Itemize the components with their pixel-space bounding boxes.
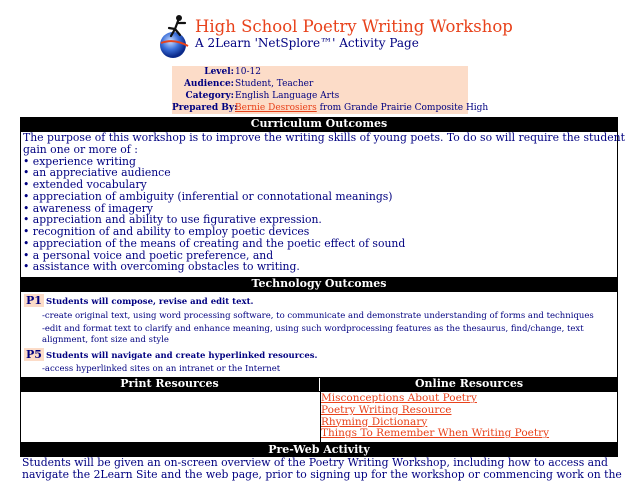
p5-sub-1: -access hyperlinked sites on an intranet or the Internet xyxy=(42,364,281,374)
audience-label: Audience: xyxy=(183,79,234,89)
prepared-by-value xyxy=(235,102,488,114)
pre-web-line-1: Students will be given an on-screen overview of the Poetry Writing Workshop, including how to access and xyxy=(22,456,608,469)
curriculum-panel xyxy=(20,131,625,278)
pre-web-heading: Pre-Web Activity xyxy=(20,443,618,457)
p5-badge: P5 xyxy=(26,348,42,361)
category-row xyxy=(172,90,468,102)
online-resources-list xyxy=(321,393,549,440)
p1-sub-2: -edit and format text to clarify and enhance meaning, using such wordprocessing features as the thesaurus, find/change, text alignment, font size and style xyxy=(42,324,584,345)
level-row xyxy=(172,66,468,78)
outcome-item: • appreciation of ambiguity (inferential or connotational meanings) xyxy=(23,189,393,203)
p5-text: Students will navigate and create hyperlinked resources. xyxy=(45,351,318,361)
outcome-item: • an appreciative audience xyxy=(23,166,171,180)
pre-web-text xyxy=(22,456,622,481)
link-things-to-remember[interactable]: Things To Remember When Writing Poetry xyxy=(321,427,550,440)
link-rhyming-dictionary[interactable]: Rhyming Dictionary xyxy=(321,415,428,428)
technology-panel xyxy=(20,291,618,378)
p1-text: Students will compose, revise and edit text. xyxy=(45,297,254,307)
p1-sub-1: -create original text, using word processing software, to communicate and demonstrate understanding of forms and techniques xyxy=(42,311,594,321)
prepared-by-label: Prepared By: xyxy=(172,103,238,113)
curriculum-heading: Curriculum Outcomes xyxy=(20,117,618,131)
link-misconceptions-about-poetry[interactable]: Misconceptions About Poetry xyxy=(321,392,477,404)
outcome-item: • appreciation of the means of creating and the poetic effect of sound xyxy=(23,236,406,250)
activity-info-box xyxy=(172,66,489,114)
p1-badge: P1 xyxy=(26,294,42,307)
link-poetry-writing-resource[interactable]: Poetry Writing Resource xyxy=(321,403,452,416)
category-label: Category: xyxy=(185,91,234,101)
outcome-item: • recognition of and ability to employ poetic devices xyxy=(23,225,310,238)
category-value: English Language Arts xyxy=(235,91,340,101)
author-school: from Grande Prairie Composite High xyxy=(319,103,489,113)
level-value: 10-12 xyxy=(235,67,261,77)
prepared-by-row xyxy=(172,102,489,114)
technology-heading: Technology Outcomes xyxy=(20,277,618,291)
curriculum-intro-line-1: The purpose of this workshop is to improve the writing skills of young poets. To do so will require the student xyxy=(23,131,625,144)
outcome-item: • appreciation and ability to use figurative expression. xyxy=(23,213,322,227)
outcome-item: • assistance with overcoming obstacles to writing. xyxy=(23,260,300,274)
outcome-item: • a personal voice and poetic preference, and xyxy=(23,248,274,262)
curriculum-text xyxy=(21,131,625,274)
print-resources-heading: Print Resources xyxy=(20,377,319,391)
level-label: Level: xyxy=(204,67,234,77)
page-title: High School Poetry Writing Workshop xyxy=(195,17,513,36)
author-link[interactable]: Bernie Desrosiers xyxy=(235,103,317,113)
outcome-item: • awareness of imagery xyxy=(23,201,153,215)
pre-web-line-2: navigate the 2Learn Site and the web page, prior to signing up for the workshop or commencing work on the xyxy=(22,467,622,481)
resources-panel xyxy=(20,391,618,443)
page-subtitle: A 2Learn 'NetSplore™' Activity Page xyxy=(195,36,419,50)
curriculum-intro-line-2: gain one or more of : xyxy=(23,142,138,156)
outcome-item: • experience writing xyxy=(23,154,136,168)
p1-outcome xyxy=(24,294,253,307)
page-header xyxy=(0,0,640,66)
p5-outcome xyxy=(24,348,318,361)
online-resources-heading: Online Resources xyxy=(320,377,618,391)
runner-globe-icon xyxy=(158,14,194,60)
outcome-item: • extended vocabulary xyxy=(23,178,147,191)
audience-row xyxy=(172,78,468,90)
audience-value: Student, Teacher xyxy=(235,79,314,89)
